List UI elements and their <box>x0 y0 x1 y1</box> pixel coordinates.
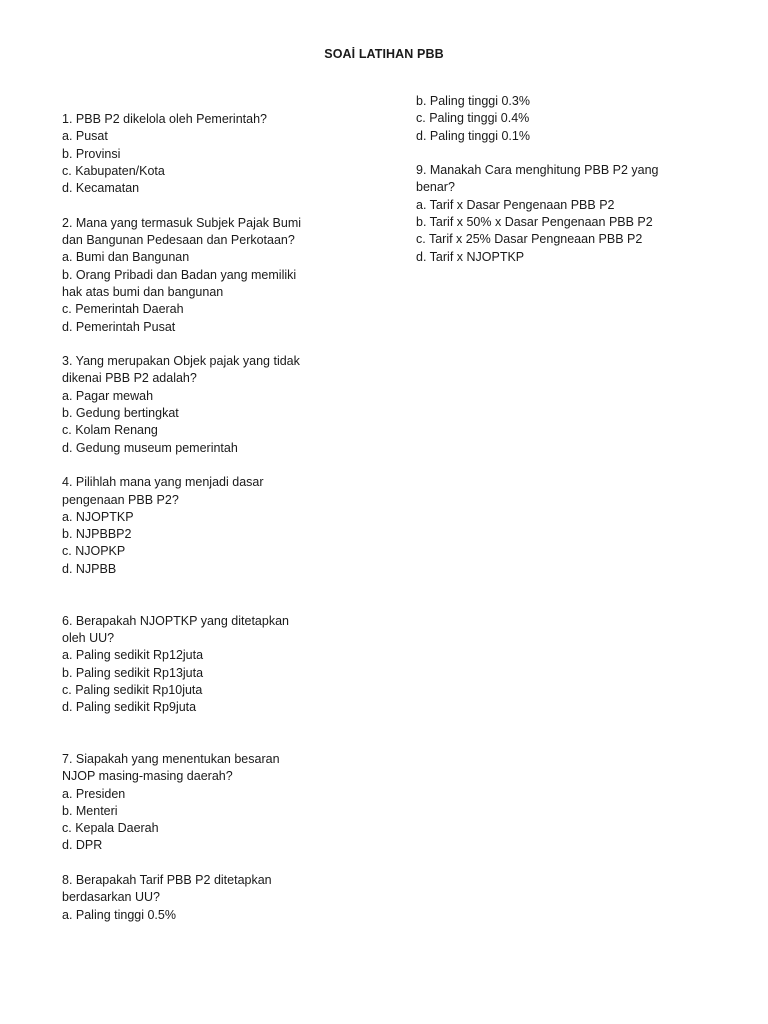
answer-option: d. Paling tinggi 0.1% <box>416 128 530 143</box>
answer-option: b. Orang Pribadi dan Badan yang memiliki hak atas bumi dan bangunan <box>62 267 297 299</box>
right-column <box>416 93 661 266</box>
question-continuation <box>416 93 661 145</box>
answer-option: c. Pemerintah Daerah <box>62 302 184 317</box>
answer-option: d. Gedung museum pemerintah <box>62 440 238 455</box>
question-text: 1. PBB P2 dikelola oleh Pemerintah? <box>62 112 267 126</box>
answer-option: c. NJOPKP <box>62 544 126 559</box>
question-block <box>62 872 307 924</box>
answer-option: c. Paling sedikit Rp10juta <box>62 682 203 697</box>
answer-option: c. Tarif x 25% Dasar Pengneaan PBB P2 <box>416 232 643 247</box>
answer-option: b. Paling tinggi 0.3% <box>416 94 530 108</box>
answer-option: a. Tarif x Dasar Pengenaan PBB P2 <box>416 197 615 212</box>
question-text: 7. Siapakah yang menentukan besaran NJOP masing-masing daerah? <box>62 751 280 784</box>
question-block <box>62 353 307 457</box>
question-text: 4. Pilihlah mana yang menjadi dasar pengenaan PBB P2? <box>62 475 264 507</box>
answer-option: d. DPR <box>62 838 103 853</box>
question-block <box>62 751 307 855</box>
question-text: 6. Berapakah NJOPTKP yang ditetapkan oleh UU? <box>62 613 289 645</box>
answer-option: c. Kabupaten/Kota <box>62 163 165 178</box>
question-block <box>416 162 661 266</box>
answer-option: a. Paling tinggi 0.5% <box>62 907 176 922</box>
answer-option: c. Kolam Renang <box>62 423 158 438</box>
question-block <box>62 474 307 578</box>
question-text: 8. Berapakah Tarif PBB P2 ditetapkan berdasarkan UU? <box>62 873 272 905</box>
answer-option: a. Bumi dan Bangunan <box>62 250 190 265</box>
answer-option: b. Menteri <box>62 803 118 818</box>
answer-option: b. Paling sedikit Rp13juta <box>62 665 204 680</box>
question-block <box>62 215 307 336</box>
answer-option: c. Kepala Daerah <box>62 821 159 836</box>
answer-option: d. Tarif x NJOPTKP <box>416 249 525 264</box>
answer-option: a. Pusat <box>62 129 108 144</box>
answer-option: a. Presiden <box>62 786 126 801</box>
answer-option: a. Pagar mewah <box>62 388 154 403</box>
question-block <box>62 613 307 717</box>
answer-option: a. NJOPTKP <box>62 509 134 524</box>
answer-option: b. Tarif x 50% x Dasar Pengenaan PBB P2 <box>416 215 653 230</box>
question-text: 3. Yang merupakan Objek pajak yang tidak dikenai PBB P2 adalah? <box>62 354 300 386</box>
answer-option: b. Provinsi <box>62 146 121 161</box>
answer-option: b. Gedung bertingkat <box>62 406 179 421</box>
answer-option: b. NJPBBP2 <box>62 527 132 542</box>
answer-option: d. Pemerintah Pusat <box>62 319 176 334</box>
left-column <box>62 111 307 924</box>
answer-option: d. Paling sedikit Rp9juta <box>62 700 197 715</box>
question-block <box>62 111 307 197</box>
answer-option: d. NJPBB <box>62 561 117 576</box>
answer-option: a. Paling sedikit Rp12juta <box>62 648 204 663</box>
answer-option: c. Paling tinggi 0.4% <box>416 111 530 126</box>
page-title: SOAİ LATIHAN PBB <box>324 47 444 61</box>
answer-option: d. Kecamatan <box>62 181 140 196</box>
question-text: 2. Mana yang termasuk Subjek Pajak Bumi dan Bangunan Pedesaan dan Perkotaan? <box>62 215 302 248</box>
question-text: 9. Manakah Cara menghitung PBB P2 yang benar? <box>416 163 659 195</box>
